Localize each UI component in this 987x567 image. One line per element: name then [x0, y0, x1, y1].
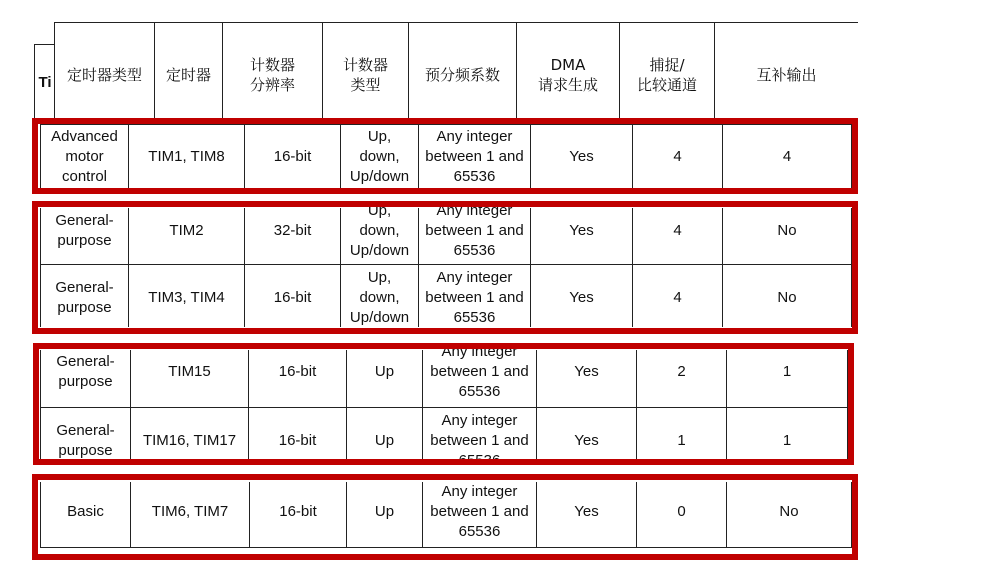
- cell-complementary: No: [777, 289, 797, 306]
- highlight-box: [32, 201, 858, 334]
- cell-type: Advanced motor control: [51, 128, 118, 185]
- cell-dma: Yes: [574, 432, 599, 449]
- cell-timers: TIM6, TIM7: [151, 503, 229, 520]
- cell-counter-type: Up, down, Up/down: [349, 128, 410, 185]
- cell-resolution: 16-bit: [273, 148, 312, 165]
- highlight-box: [32, 118, 858, 194]
- cell-channels: 2: [677, 363, 686, 380]
- cell-channels: 4: [673, 222, 682, 239]
- cell-prescaler: Any integer between 1 and 65536: [430, 343, 529, 400]
- cell-type: General- purpose: [55, 212, 114, 249]
- header-counter-type: 计数器 类型: [342, 56, 388, 94]
- header-prescaler: 预分频系数: [424, 66, 500, 84]
- cell-type: General- purpose: [56, 353, 115, 390]
- cell-channels: 0: [677, 503, 686, 520]
- header-capture-compare: 捕捉/ 比较通道: [636, 56, 697, 94]
- cell-complementary: 4: [782, 148, 792, 165]
- cell-timers: TIM3, TIM4: [148, 289, 225, 306]
- header-timer: 定时器: [165, 66, 211, 84]
- cell-dma: Yes: [569, 222, 594, 239]
- cell-complementary: 1: [782, 432, 792, 449]
- cell-resolution: 16-bit: [278, 432, 317, 449]
- header-timer-type: 定时器类型: [66, 66, 142, 84]
- cell-channels: 4: [673, 289, 682, 306]
- cell-dma: Yes: [574, 363, 599, 380]
- cell-prescaler: Any integer between 1 and 65536: [430, 483, 529, 540]
- cell-type: General- purpose: [55, 279, 114, 316]
- cell-channels: 1: [677, 432, 686, 449]
- cell-complementary: 1: [782, 363, 792, 380]
- cell-dma: Yes: [569, 148, 594, 165]
- cell-prescaler: Any integer between 1 and 65536: [425, 202, 524, 259]
- cell-dma: Yes: [574, 503, 599, 520]
- cell-counter-type: Up: [374, 503, 395, 520]
- header-cell-clipped: Ti: [38, 74, 52, 91]
- cell-timers: TIM1, TIM8: [148, 148, 225, 165]
- cell-prescaler: Any integer between 1 and 65536: [425, 128, 524, 185]
- cell-complementary: No: [779, 503, 799, 520]
- cell-timers: TIM16, TIM17: [142, 432, 237, 449]
- cell-type: Basic: [67, 503, 104, 520]
- cell-dma: Yes: [569, 289, 594, 306]
- cell-resolution: 16-bit: [278, 363, 317, 380]
- cell-resolution: 32-bit: [273, 222, 312, 239]
- cell-counter-type: Up: [374, 363, 395, 380]
- cell-timers: TIM15: [168, 363, 211, 380]
- highlight-box: [32, 474, 858, 560]
- cell-counter-type: Up: [374, 432, 395, 449]
- header-dma-request: DMA 请求生成: [537, 56, 598, 94]
- cell-counter-type: Up, down, Up/down: [349, 202, 410, 259]
- cell-resolution: 16-bit: [279, 503, 317, 520]
- header-counter-resolution: 计数器 分辨率: [249, 56, 295, 94]
- cell-type: General- purpose: [56, 422, 115, 459]
- highlight-box: [33, 343, 854, 465]
- cell-prescaler: Any integer between 1 and 65536: [425, 269, 524, 326]
- cell-channels: 4: [673, 148, 682, 165]
- cell-prescaler: Any integer between 1 and 65536: [430, 412, 529, 469]
- header-row: [34, 22, 858, 122]
- cell-complementary: No: [777, 222, 797, 239]
- header-complementary-output: 互补输出: [756, 66, 817, 84]
- cell-timers: TIM2: [169, 222, 204, 239]
- cell-counter-type: Up, down, Up/down: [349, 269, 410, 326]
- cell-resolution: 16-bit: [273, 289, 312, 306]
